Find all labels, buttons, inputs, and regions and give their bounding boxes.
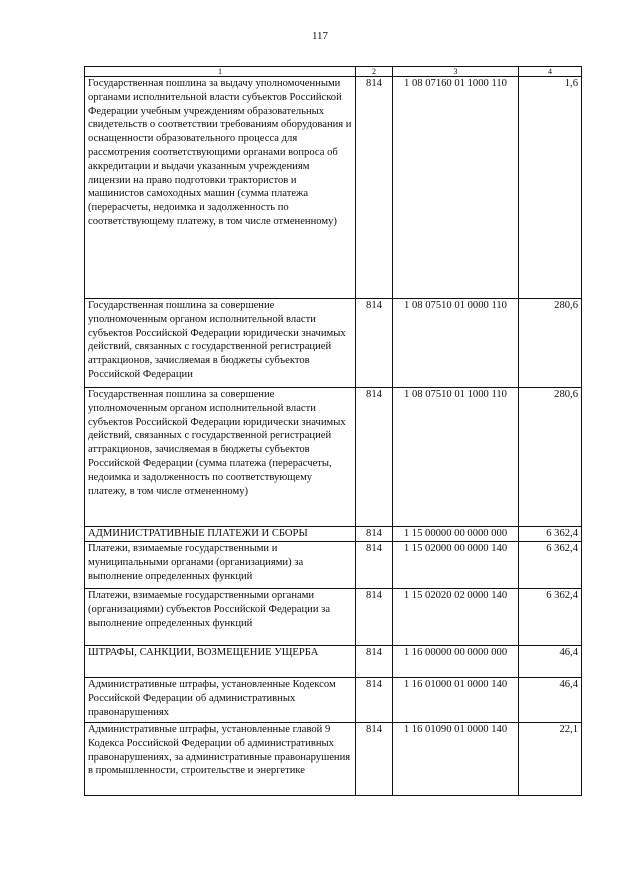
row-description: АДМИНИСТРАТИВНЫЕ ПЛАТЕЖИ И СБОРЫ bbox=[85, 527, 356, 542]
row-description: Административные штрафы, установленные Кодексом Российской Федерации об административных правонарушениях bbox=[85, 678, 356, 723]
row-description: Платежи, взимаемые государственными органами (организациями) субъектов Российской Федерации за выполнение определенных функций bbox=[85, 589, 356, 646]
row-amount: 6 362,4 bbox=[519, 589, 582, 646]
table-row bbox=[85, 542, 582, 589]
row-amount: 46,4 bbox=[519, 678, 582, 723]
row-description: Государственная пошлина за совершение уполномоченным органом исполнительной власти субъектов Российской Федерации юридически значимых действий, связанных с государственной регистрацией аттракционов, зачисляемая в бюджеты субъектов Российской Федерации bbox=[85, 299, 356, 388]
row-kbk-code: 1 08 07510 01 1000 110 bbox=[393, 388, 519, 527]
row-description: Административные штрафы, установленные главой 9 Кодекса Российской Федерации об административных правонарушениях, за административные правонарушения в промышленности, строительстве и энергетике bbox=[85, 723, 356, 796]
row-kbk-code: 1 16 01000 01 0000 140 bbox=[393, 678, 519, 723]
revenue-table bbox=[84, 66, 582, 796]
row-amount: 22,1 bbox=[519, 723, 582, 796]
row-description: Государственная пошлина за совершение уполномоченным органом исполнительной власти субъектов Российской Федерации юридически значимых действий, связанных с государственной регистрацией аттракционов, зачисляемая в бюджеты субъектов Российской Федерации (сумма платежа (перерасчеты, недоимка и задолженность по соответствующему платежу, в том числе отмененному) bbox=[85, 388, 356, 527]
table-row bbox=[85, 77, 582, 299]
table-row bbox=[85, 589, 582, 646]
column-number-row bbox=[85, 67, 582, 77]
row-kbk-code: 1 15 02000 00 0000 140 bbox=[393, 542, 519, 589]
row-kbk-code: 1 08 07510 01 0000 110 bbox=[393, 299, 519, 388]
row-description: Платежи, взимаемые государственными и муниципальными органами (организациями) за выполнение определенных функций bbox=[85, 542, 356, 589]
row-kbk-code: 1 08 07160 01 1000 110 bbox=[393, 77, 519, 299]
row-amount: 1,6 bbox=[519, 77, 582, 299]
row-admin-code: 814 bbox=[356, 542, 393, 589]
row-amount: 280,6 bbox=[519, 388, 582, 527]
row-amount: 6 362,4 bbox=[519, 542, 582, 589]
row-admin-code: 814 bbox=[356, 678, 393, 723]
table-row bbox=[85, 723, 582, 796]
row-description: ШТРАФЫ, САНКЦИИ, ВОЗМЕЩЕНИЕ УЩЕРБА bbox=[85, 646, 356, 678]
row-admin-code: 814 bbox=[356, 646, 393, 678]
table-row bbox=[85, 527, 582, 542]
row-admin-code: 814 bbox=[356, 299, 393, 388]
row-kbk-code: 1 15 02020 02 0000 140 bbox=[393, 589, 519, 646]
table-row bbox=[85, 299, 582, 388]
row-admin-code: 814 bbox=[356, 527, 393, 542]
row-admin-code: 814 bbox=[356, 589, 393, 646]
table-row bbox=[85, 646, 582, 678]
table-row bbox=[85, 678, 582, 723]
column-number-4: 4 bbox=[519, 67, 582, 77]
table-row bbox=[85, 388, 582, 527]
row-kbk-code: 1 15 00000 00 0000 000 bbox=[393, 527, 519, 542]
row-admin-code: 814 bbox=[356, 77, 393, 299]
row-amount: 6 362,4 bbox=[519, 527, 582, 542]
column-number-1: 1 bbox=[85, 67, 356, 77]
column-number-2: 2 bbox=[356, 67, 393, 77]
row-kbk-code: 1 16 00000 00 0000 000 bbox=[393, 646, 519, 678]
row-kbk-code: 1 16 01090 01 0000 140 bbox=[393, 723, 519, 796]
column-number-3: 3 bbox=[393, 67, 519, 77]
row-amount: 46,4 bbox=[519, 646, 582, 678]
row-admin-code: 814 bbox=[356, 723, 393, 796]
page-number: 117 bbox=[311, 30, 329, 42]
row-admin-code: 814 bbox=[356, 388, 393, 527]
row-description: Государственная пошлина за выдачу уполномоченными органами исполнительной власти субъектов Российской Федерации учебным учреждениям образовательных свидетельств о соответствии требованиям оборудования и оснащенности образовательного процесса для рассмотрения соответствующими органами вопроса об аккредитации и выдачи указанным учреждениям лицензии на право подготовки трактористов и машинистов самоходных машин (сумма платежа (перерасчеты, недоимка и задолженность по соответствующему платежу, в том числе отмененному) bbox=[85, 77, 356, 299]
row-amount: 280,6 bbox=[519, 299, 582, 388]
